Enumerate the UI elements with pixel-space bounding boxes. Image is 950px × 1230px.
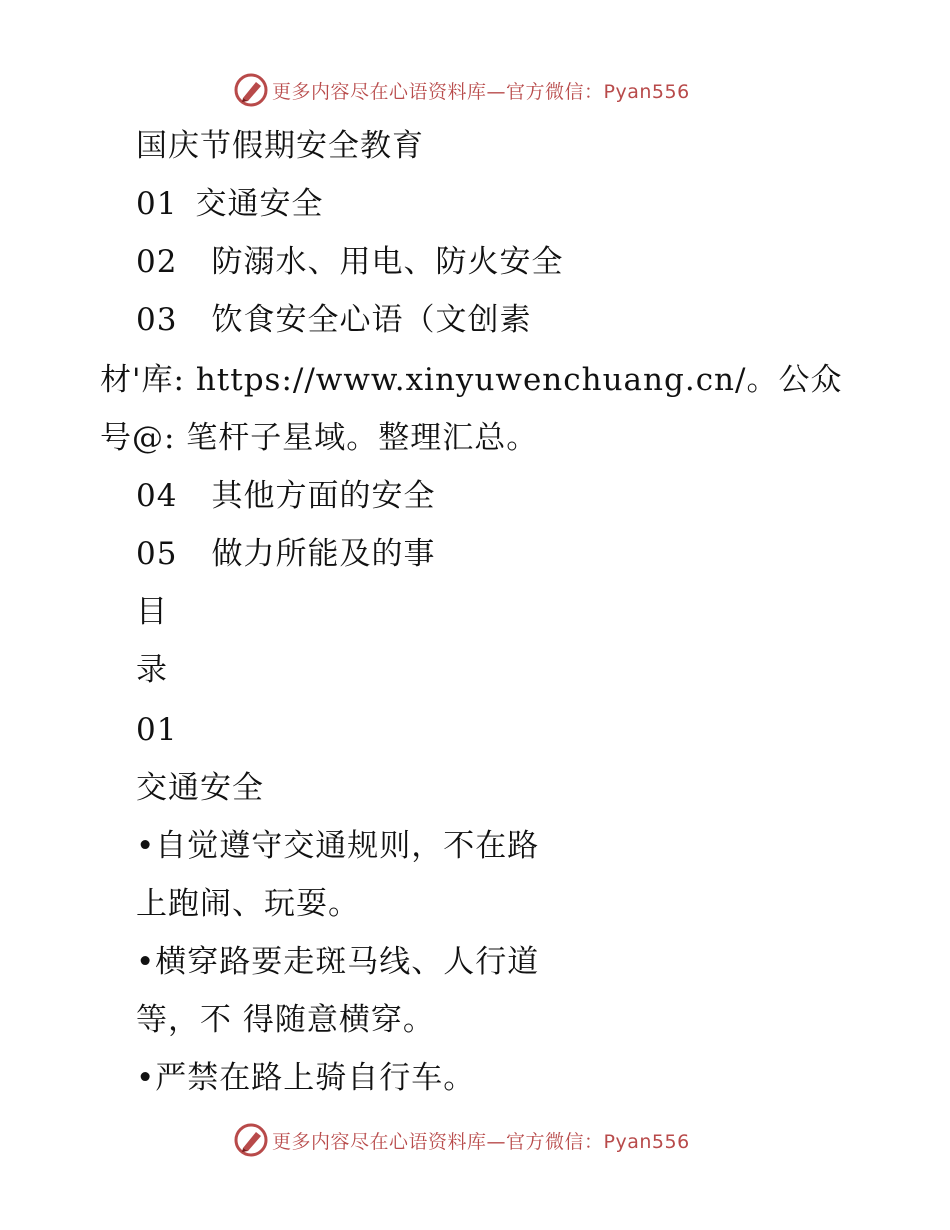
toc-number: 02 — [136, 244, 178, 280]
toc-heading-lu: 录 — [136, 652, 168, 688]
header-banner — [234, 72, 714, 108]
doc-title: 国庆节假期安全教育 — [136, 128, 424, 164]
toc-item-03 — [136, 300, 531, 340]
banner-wechat-id: Pyan556 — [603, 1130, 690, 1153]
toc-number: 01 — [136, 186, 178, 222]
body-line-4: 等，不 得随意横穿。 — [136, 1002, 435, 1038]
section-number: 01 — [136, 712, 178, 748]
footer-banner — [234, 1122, 714, 1158]
banner-text: 更多内容尽在心语资料库—官方微信：Pyan556 — [272, 1130, 690, 1153]
pen-logo-icon — [234, 73, 268, 107]
toc-number: 04 — [136, 478, 178, 514]
pen-logo-icon — [234, 1123, 268, 1157]
toc-item-05 — [136, 534, 435, 574]
toc-label: 防溺水、用电、防火安全 — [211, 244, 564, 280]
toc-number: 03 — [136, 302, 178, 338]
body-line-3: •横穿路要走斑马线、人行道 — [136, 944, 540, 980]
toc-label: 其他方面的安全 — [211, 478, 436, 514]
toc-label: 交通安全 — [195, 186, 324, 222]
toc-label: 饮食安全心语（文创素 — [211, 302, 532, 338]
wrapped-line-2: 号@: 笔杆子星域。整理汇总。 — [100, 420, 539, 456]
toc-label: 做力所能及的事 — [211, 536, 436, 572]
banner-wechat-id: Pyan556 — [603, 80, 690, 103]
toc-heading-mu: 目 — [136, 594, 168, 630]
wrapped-line-1: 材'库: https://www.xinyuwenchuang.cn/。公众 — [100, 362, 843, 398]
toc-number: 05 — [136, 536, 178, 572]
body-line-2: 上跑闹、玩耍。 — [136, 886, 360, 922]
banner-text: 更多内容尽在心语资料库—官方微信：Pyan556 — [272, 80, 690, 103]
section-title: 交通安全 — [136, 770, 264, 806]
body-line-1: •自觉遵守交通规则，不在路 — [136, 828, 540, 864]
toc-item-04 — [136, 476, 435, 516]
toc-item-01 — [136, 184, 323, 224]
toc-item-02 — [136, 242, 563, 282]
body-line-5: •严禁在路上骑自行车。 — [136, 1060, 476, 1096]
